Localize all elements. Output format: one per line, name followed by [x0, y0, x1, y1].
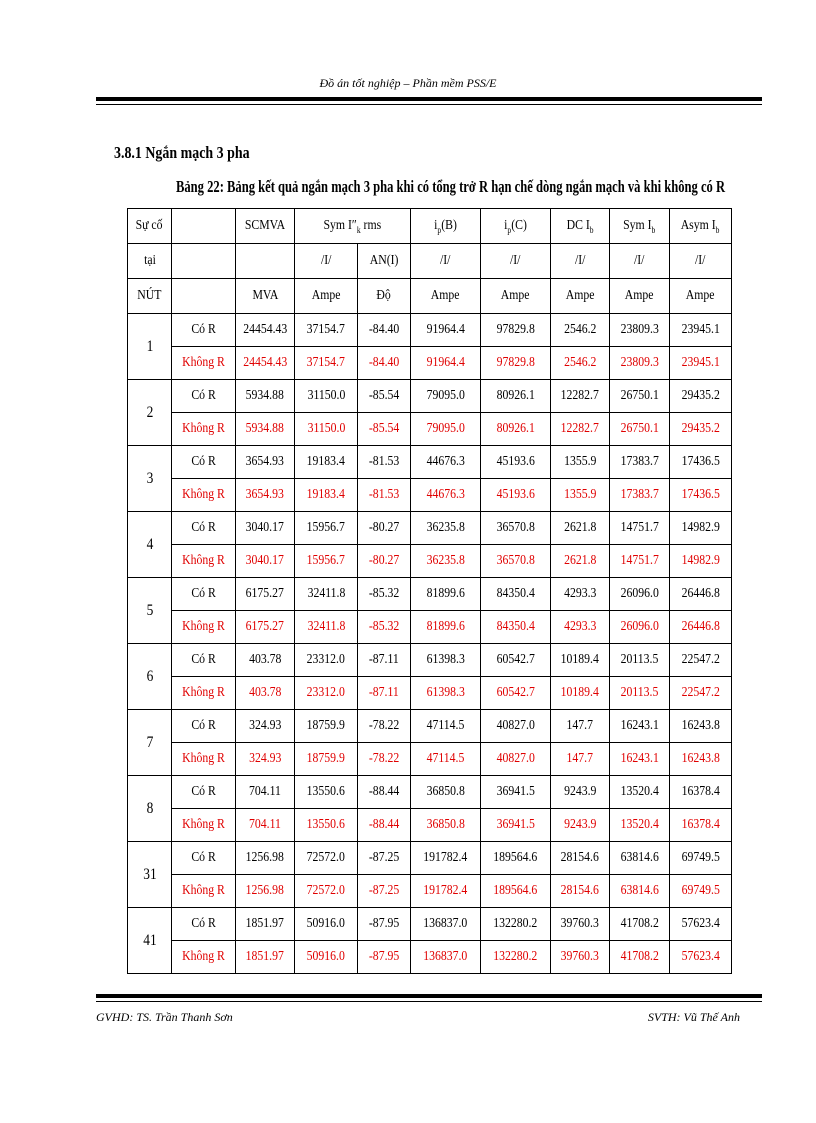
table-cell: 19183.4 — [295, 446, 358, 479]
table-cell: 41708.2 — [610, 941, 670, 974]
table-cell: 147.7 — [551, 743, 610, 776]
table-cell: -84.40 — [358, 347, 411, 380]
table-cell: 13520.4 — [610, 809, 670, 842]
node-id: 3 — [128, 446, 172, 512]
header-row-magnitude — [128, 244, 732, 279]
header-unit: Ampe — [411, 279, 481, 314]
table-cell: -87.95 — [358, 908, 411, 941]
table-cell: 15956.7 — [295, 545, 358, 578]
header-unit: Độ — [358, 279, 411, 314]
table-cell: -85.54 — [358, 380, 411, 413]
table-cell: 22547.2 — [670, 644, 732, 677]
table-cell: 26446.8 — [670, 578, 732, 611]
header-mag: /I/ — [670, 244, 732, 279]
table-cell: 403.78 — [236, 677, 295, 710]
table-cell: 23809.3 — [610, 347, 670, 380]
footer-supervisor: GVHD: TS. Trần Thanh Sơn — [96, 1010, 233, 1024]
table-cell: 14751.7 — [610, 512, 670, 545]
footer-rule-thick — [96, 994, 762, 998]
table-cell: 17383.7 — [610, 446, 670, 479]
row-label-without-r: Không R — [172, 875, 236, 908]
header-mag: /I/ — [610, 244, 670, 279]
table-row — [128, 809, 732, 842]
header-blank — [236, 244, 295, 279]
header-unit: Ampe — [551, 279, 610, 314]
table-cell: -87.25 — [358, 842, 411, 875]
table-cell: 17436.5 — [670, 446, 732, 479]
table-cell: 50916.0 — [295, 908, 358, 941]
table-cell: 37154.7 — [295, 347, 358, 380]
table-cell: 28154.6 — [551, 842, 610, 875]
row-label-with-r: Có R — [172, 842, 236, 875]
table-row — [128, 314, 732, 347]
table-cell: -85.32 — [358, 578, 411, 611]
table-cell: 19183.4 — [295, 479, 358, 512]
header-rule-thin — [96, 104, 762, 105]
section-heading: 3.8.1 Ngắn mạch 3 pha — [114, 143, 250, 162]
table-cell: 132280.2 — [481, 941, 551, 974]
table-cell: 704.11 — [236, 809, 295, 842]
header-mag: /I/ — [411, 244, 481, 279]
header-blank — [172, 244, 236, 279]
table-cell: 79095.0 — [411, 413, 481, 446]
table-cell: 63814.6 — [610, 842, 670, 875]
table-row — [128, 611, 732, 644]
table-cell: 45193.6 — [481, 446, 551, 479]
table-cell: 10189.4 — [551, 644, 610, 677]
table-cell: 36570.8 — [481, 545, 551, 578]
node-id: 1 — [128, 314, 172, 380]
header-ip-c: $i_p(C)$ — [481, 209, 551, 244]
table-cell: 12282.7 — [551, 380, 610, 413]
table-row — [128, 743, 732, 776]
table-cell: 36850.8 — [411, 776, 481, 809]
table-cell: 704.11 — [236, 776, 295, 809]
table-cell: -88.44 — [358, 776, 411, 809]
row-label-with-r: Có R — [172, 644, 236, 677]
header-unit: Ampe — [481, 279, 551, 314]
table-cell: 26750.1 — [610, 380, 670, 413]
row-label-with-r: Có R — [172, 578, 236, 611]
header-unit: Ampe — [670, 279, 732, 314]
table-row — [128, 512, 732, 545]
table-row — [128, 842, 732, 875]
table-cell: 40827.0 — [481, 710, 551, 743]
header-mag: /I/ — [551, 244, 610, 279]
footer-rule-thin — [96, 1001, 762, 1002]
table-cell: 4293.3 — [551, 578, 610, 611]
table-cell: 69749.5 — [670, 842, 732, 875]
table-cell: -87.95 — [358, 941, 411, 974]
table-cell: 29435.2 — [670, 380, 732, 413]
table-cell: 72572.0 — [295, 842, 358, 875]
table-cell: 23312.0 — [295, 677, 358, 710]
table-cell: 22547.2 — [670, 677, 732, 710]
node-id: 4 — [128, 512, 172, 578]
table-cell: 26446.8 — [670, 611, 732, 644]
table-cell: 2621.8 — [551, 545, 610, 578]
table-cell: 41708.2 — [610, 908, 670, 941]
table-cell: 4293.3 — [551, 611, 610, 644]
table-cell: 26096.0 — [610, 578, 670, 611]
node-id: 2 — [128, 380, 172, 446]
table-cell: 60542.7 — [481, 677, 551, 710]
table-cell: 14982.9 — [670, 512, 732, 545]
table-cell: 403.78 — [236, 644, 295, 677]
table-row — [128, 644, 732, 677]
table-cell: 84350.4 — [481, 611, 551, 644]
table-cell: 2546.2 — [551, 314, 610, 347]
table-cell: 20113.5 — [610, 644, 670, 677]
table-cell: 191782.4 — [411, 875, 481, 908]
table-cell: 60542.7 — [481, 644, 551, 677]
table-cell: 9243.9 — [551, 776, 610, 809]
row-label-with-r: Có R — [172, 314, 236, 347]
header-dc-ib: DC $I_b$ — [551, 209, 610, 244]
table-cell: 16243.1 — [610, 743, 670, 776]
row-label-without-r: Không R — [172, 479, 236, 512]
table-cell: -78.22 — [358, 710, 411, 743]
table-cell: 57623.4 — [670, 908, 732, 941]
table-cell: 16243.1 — [610, 710, 670, 743]
table-row — [128, 677, 732, 710]
table-cell: 31150.0 — [295, 413, 358, 446]
table-cell: 16243.8 — [670, 710, 732, 743]
table-cell: 324.93 — [236, 710, 295, 743]
table-cell: 136837.0 — [411, 941, 481, 974]
table-cell: 23945.1 — [670, 347, 732, 380]
node-id: 41 — [128, 908, 172, 974]
table-cell: 57623.4 — [670, 941, 732, 974]
table-cell: 2546.2 — [551, 347, 610, 380]
table-cell: -87.11 — [358, 677, 411, 710]
table-cell: 39760.3 — [551, 908, 610, 941]
table-cell: 91964.4 — [411, 347, 481, 380]
row-label-with-r: Có R — [172, 446, 236, 479]
node-id: 31 — [128, 842, 172, 908]
header-blank — [172, 209, 236, 244]
table-cell: 191782.4 — [411, 842, 481, 875]
table-cell: 81899.6 — [411, 611, 481, 644]
row-label-without-r: Không R — [172, 809, 236, 842]
table-cell: 132280.2 — [481, 908, 551, 941]
table-cell: 14982.9 — [670, 545, 732, 578]
table-cell: 23809.3 — [610, 314, 670, 347]
table-cell: 16378.4 — [670, 776, 732, 809]
table-cell: -81.53 — [358, 479, 411, 512]
table-cell: -87.11 — [358, 644, 411, 677]
row-label-with-r: Có R — [172, 380, 236, 413]
table-cell: 28154.6 — [551, 875, 610, 908]
table-cell: 61398.3 — [411, 677, 481, 710]
header-mag: /I/ — [295, 244, 358, 279]
header-tai: tại — [128, 244, 172, 279]
header-sym-ib: Sym $I_b$ — [610, 209, 670, 244]
header-angle: AN(I) — [358, 244, 411, 279]
header-mag: /I/ — [481, 244, 551, 279]
table-cell: -87.25 — [358, 875, 411, 908]
table-cell: 36570.8 — [481, 512, 551, 545]
header-rule-thick — [96, 97, 762, 101]
table-cell: 3040.17 — [236, 512, 295, 545]
table-cell: 32411.8 — [295, 578, 358, 611]
table-cell: 23312.0 — [295, 644, 358, 677]
row-label-without-r: Không R — [172, 743, 236, 776]
row-label-without-r: Không R — [172, 545, 236, 578]
table-cell: 36235.8 — [411, 545, 481, 578]
header-nut: NÚT — [128, 279, 172, 314]
table-cell: 13520.4 — [610, 776, 670, 809]
table-cell: -80.27 — [358, 545, 411, 578]
table-cell: 2621.8 — [551, 512, 610, 545]
table-cell: 17436.5 — [670, 479, 732, 512]
table-cell: 80926.1 — [481, 413, 551, 446]
table-cell: 189564.6 — [481, 875, 551, 908]
table-cell: -85.32 — [358, 611, 411, 644]
table-cell: 45193.6 — [481, 479, 551, 512]
table-cell: 16378.4 — [670, 809, 732, 842]
table-row — [128, 710, 732, 743]
table-cell: 29435.2 — [670, 413, 732, 446]
row-label-with-r: Có R — [172, 776, 236, 809]
table-cell: 72572.0 — [295, 875, 358, 908]
table-cell: -80.27 — [358, 512, 411, 545]
table-cell: 147.7 — [551, 710, 610, 743]
table-cell: 47114.5 — [411, 710, 481, 743]
table-row — [128, 446, 732, 479]
table-cell: 1851.97 — [236, 908, 295, 941]
table-cell: 63814.6 — [610, 875, 670, 908]
table-cell: 3654.93 — [236, 479, 295, 512]
row-label-without-r: Không R — [172, 347, 236, 380]
table-cell: 6175.27 — [236, 611, 295, 644]
table-row — [128, 380, 732, 413]
header-asym-ib: Asym $I_b$ — [670, 209, 732, 244]
table-cell: -81.53 — [358, 446, 411, 479]
table-cell: 26096.0 — [610, 611, 670, 644]
table-cell: 32411.8 — [295, 611, 358, 644]
header-unit: Ampe — [295, 279, 358, 314]
header-unit: Ampe — [610, 279, 670, 314]
table-cell: 80926.1 — [481, 380, 551, 413]
table-row — [128, 941, 732, 974]
table-cell: 97829.8 — [481, 314, 551, 347]
table-cell: 36850.8 — [411, 809, 481, 842]
table-row — [128, 413, 732, 446]
header-unit: MVA — [236, 279, 295, 314]
table-cell: 36941.5 — [481, 809, 551, 842]
row-label-with-r: Có R — [172, 512, 236, 545]
table-cell: 18759.9 — [295, 743, 358, 776]
node-id: 6 — [128, 644, 172, 710]
table-row — [128, 479, 732, 512]
table-cell: 3040.17 — [236, 545, 295, 578]
row-label-without-r: Không R — [172, 941, 236, 974]
table-cell: 16243.8 — [670, 743, 732, 776]
table-cell: 24454.43 — [236, 347, 295, 380]
table-cell: 61398.3 — [411, 644, 481, 677]
table-row — [128, 578, 732, 611]
table-cell: 23945.1 — [670, 314, 732, 347]
row-label-without-r: Không R — [172, 677, 236, 710]
table-cell: 5934.88 — [236, 380, 295, 413]
table-row — [128, 875, 732, 908]
table-cell: 17383.7 — [610, 479, 670, 512]
table-cell: 5934.88 — [236, 413, 295, 446]
table-cell: 15956.7 — [295, 512, 358, 545]
table-cell: -88.44 — [358, 809, 411, 842]
table-cell: -84.40 — [358, 314, 411, 347]
table-cell: 36941.5 — [481, 776, 551, 809]
header-blank — [172, 279, 236, 314]
table-cell: 44676.3 — [411, 479, 481, 512]
table-cell: 91964.4 — [411, 314, 481, 347]
table-cell: 189564.6 — [481, 842, 551, 875]
table-cell: 24454.43 — [236, 314, 295, 347]
table-cell: 13550.6 — [295, 809, 358, 842]
table-row — [128, 545, 732, 578]
row-label-with-r: Có R — [172, 710, 236, 743]
table-cell: 44676.3 — [411, 446, 481, 479]
table-cell: 97829.8 — [481, 347, 551, 380]
header-scmva: SCMVA — [236, 209, 295, 244]
table-cell: 36235.8 — [411, 512, 481, 545]
table-cell: 69749.5 — [670, 875, 732, 908]
table-cell: 13550.6 — [295, 776, 358, 809]
table-cell: 1355.9 — [551, 479, 610, 512]
header-sym-ik-rms: Sym $I''_k$ rms — [295, 209, 411, 244]
table-cell: -85.54 — [358, 413, 411, 446]
table-cell: 3654.93 — [236, 446, 295, 479]
table-cell: 79095.0 — [411, 380, 481, 413]
table-cell: 18759.9 — [295, 710, 358, 743]
table-row — [128, 347, 732, 380]
table-cell: 12282.7 — [551, 413, 610, 446]
header-ip-b: $i_p(B)$ — [411, 209, 481, 244]
table-cell: 26750.1 — [610, 413, 670, 446]
table-cell: 1256.98 — [236, 842, 295, 875]
table-cell: 50916.0 — [295, 941, 358, 974]
table-cell: 324.93 — [236, 743, 295, 776]
table-cell: 9243.9 — [551, 809, 610, 842]
table-cell: 1851.97 — [236, 941, 295, 974]
table-cell: 47114.5 — [411, 743, 481, 776]
node-id: 8 — [128, 776, 172, 842]
header-row-units — [128, 279, 732, 314]
table-row — [128, 908, 732, 941]
row-label-without-r: Không R — [172, 413, 236, 446]
table-caption: Bảng 22: Bảng kết quả ngắn mạch 3 pha khi có tổng trở R hạn chế dòng ngắn mạch và khi không có R — [176, 177, 726, 196]
node-id: 7 — [128, 710, 172, 776]
table-cell: 6175.27 — [236, 578, 295, 611]
table-cell: 84350.4 — [481, 578, 551, 611]
footer-student: SVTH: Vũ Thế Anh — [647, 1010, 740, 1024]
table-cell: 81899.6 — [411, 578, 481, 611]
page-header-title: Đồ án tốt nghiệp – Phần mềm PSS/E — [319, 76, 497, 90]
node-id: 5 — [128, 578, 172, 644]
header-incident: Sự cố — [128, 209, 172, 244]
table-cell: 14751.7 — [610, 545, 670, 578]
results-table — [127, 208, 732, 974]
table-cell: 1355.9 — [551, 446, 610, 479]
row-label-with-r: Có R — [172, 908, 236, 941]
table-cell: 39760.3 — [551, 941, 610, 974]
table-cell: 40827.0 — [481, 743, 551, 776]
table-cell: 1256.98 — [236, 875, 295, 908]
table-cell: 31150.0 — [295, 380, 358, 413]
table-row — [128, 776, 732, 809]
table-cell: 37154.7 — [295, 314, 358, 347]
table-cell: 20113.5 — [610, 677, 670, 710]
table-cell: -78.22 — [358, 743, 411, 776]
header-row-names — [128, 209, 732, 244]
table-cell: 10189.4 — [551, 677, 610, 710]
table-cell: 136837.0 — [411, 908, 481, 941]
row-label-without-r: Không R — [172, 611, 236, 644]
